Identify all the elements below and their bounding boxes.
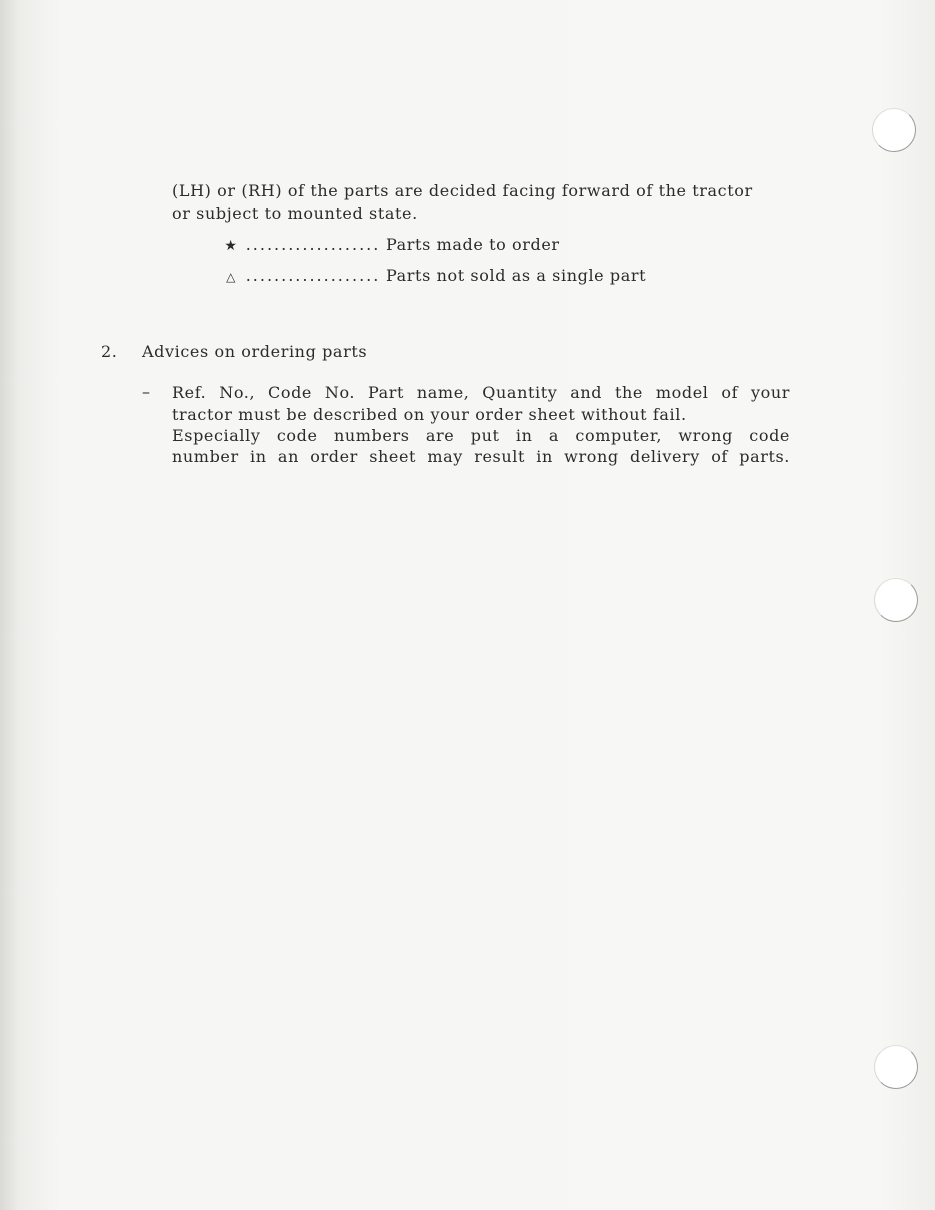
section-number: 2. <box>101 342 118 361</box>
legend-row-made-to-order <box>222 235 560 254</box>
binder-hole-top <box>872 108 916 152</box>
ordering-paragraph-line-4: number in an order sheet may result in wrong delivery of parts. <box>172 447 790 466</box>
section-heading: Advices on ordering parts <box>142 342 368 361</box>
lh-rh-line-1: (LH) or (RH) of the parts are decided facing forward of the tractor <box>172 181 753 200</box>
binder-hole-middle <box>874 578 918 622</box>
legend-label: Parts made to order <box>386 235 560 254</box>
leader-dots: ................... <box>245 266 381 285</box>
ordering-paragraph-line-2: tractor must be described on your order sheet without fail. <box>172 405 687 424</box>
lh-rh-line-2: or subject to mounted state. <box>172 204 418 223</box>
triangle-icon: △ <box>226 270 236 284</box>
ordering-paragraph-line-1: Ref. No., Code No. Part name, Quantity and the model of your <box>172 383 790 402</box>
star-icon: ★ <box>224 238 238 254</box>
list-dash: – <box>142 382 151 401</box>
binder-hole-bottom <box>874 1045 918 1089</box>
leader-dots: ................... <box>245 235 381 254</box>
ordering-paragraph-line-3: Especially code numbers are put in a computer, wrong code <box>172 426 790 445</box>
legend-label: Parts not sold as a single part <box>386 266 647 285</box>
legend-row-not-sold-single <box>222 266 646 285</box>
